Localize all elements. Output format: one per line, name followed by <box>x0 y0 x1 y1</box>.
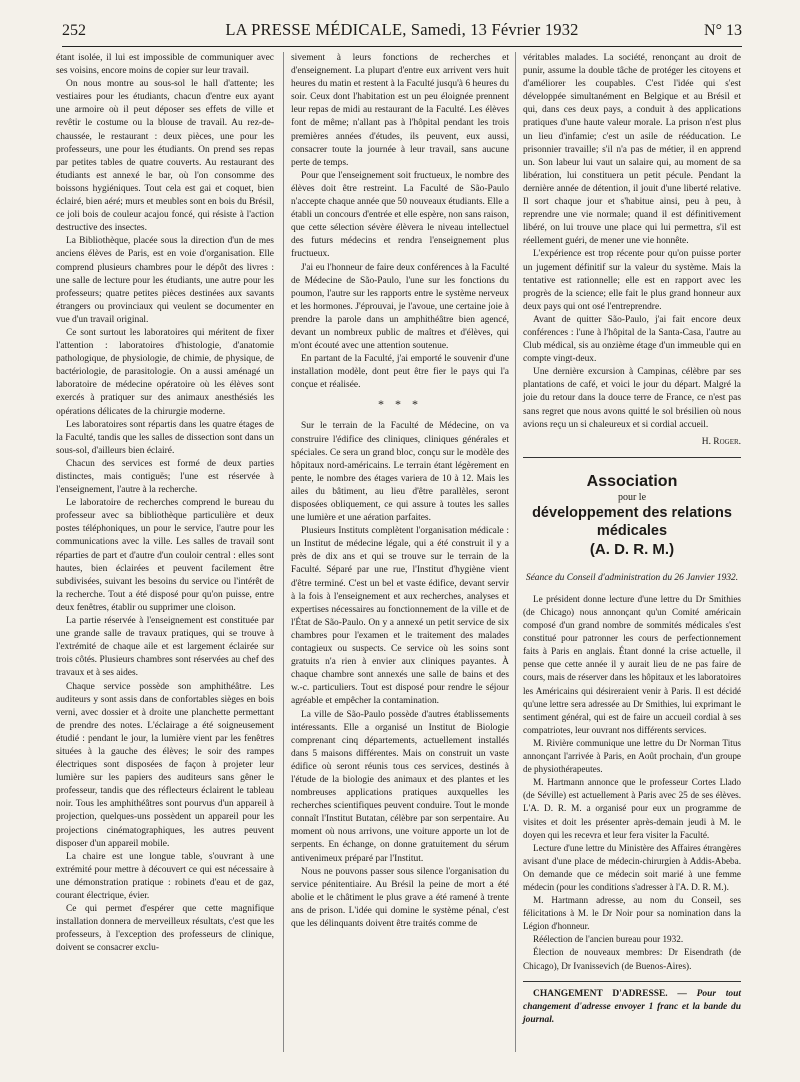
paragraph: La ville de São-Paulo possède d'autres établissements intéressants. Elle a organisé un Institut de Biologie comprenant cinq départements, actuellement installés dans 5 maisons différentes. Mais on construit un vaste édifice où seront réunis tous ces services, destinés à l'étude de la biologie des animaux et des plantes et les nombreuses applications pratiques auxquelles les recherches scientifiques peuvent conduire. Tout le monde connaît l'Institut Butatan, célèbre par son serpentaire. Au moment où nous arrivons, une voiture apporte un lot de serpents. En échange, on donne gratuitement du sérum antivenimeux préparé par l'Institut. <box>291 709 509 864</box>
paragraph: Lecture d'une lettre du Ministère des Affaires étrangères avisant d'une place de médecin-chirurgien à Addis-Abeba. On demande que ce médecin soit marié à une femme médecin (pour les conditions s'adresser à l'A. D. R. M.). <box>523 842 741 892</box>
column-3 <box>523 52 741 1027</box>
paragraph: Le laboratoire de recherches comprend le bureau du professeur avec sa bibliothèque particulière et deux postes téléphoniques, un pour le service, l'autre pour les communications avec la ville. Les salles de travail sont réparties de part et d'autre d'un couloir central : elles sont hautes, bien éclairées et peuvent facilement être subdivisées, suivant les besoins du service ou l'intérêt de la recherche. Tout a été disposé pour qu'on puisse, entre deux fenêtres, établir ou supprimer une cloison. <box>56 498 274 613</box>
paragraph: En partant de la Faculté, j'ai emporté le souvenir d'une installation modèle, dont peut être fier le pays qui l'a conçue et réalisée. <box>291 354 509 391</box>
paragraph: Chaque service possède son amphithéâtre. Les auditeurs y sont assis dans de confortables sièges en bois verni, avec dossier et à droite une planchette permettant de prendre des notes. L'éclairage a été soigneusement étudié : pendant le jour, la lumière vient par les fenêtres situées à la gauche des élèves; le soir des rampes électriques sont disposées de façon à projeter leur lumière sur les papiers des auditeurs sans gêner le professeur, tandis que des réflecteurs éclairent le tableau noir. Tous les amphithéâtres sont pourvus d'un appareil à projection, quelques-uns possèdent un appareil pour les projections cinématographiques, les autres peuvent disposer d'un appareil mobile. <box>56 681 274 849</box>
page-header <box>62 20 742 47</box>
association-subheading: pour le <box>617 491 647 503</box>
association-heading: Association <box>586 472 678 490</box>
paragraph: La chaire est une longue table, s'ouvrant à une extrémité pour mettre à découvert ce qui est nécessaire à une démonstration pratique : robinets d'eau et de gaz, courant électrique, évier. <box>56 851 274 901</box>
paragraph: Une dernière excursion à Campinas, célèbre par ses plantations de café, et voici le jour du départ. Malgré la joie du retour dans la douce terre de France, ce n'est pas sans regret que nous avons quitté le sol brésilien où nous avions reçu un si chaleureux et si cordial accueil. <box>523 367 741 430</box>
notice-lead: CHANGEMENT D'ADRESSE. — <box>533 988 687 999</box>
paragraph: Ce sont surtout les laboratoires qui méritent de fixer l'attention : laboratoires d'histologie, d'anatomie pathologique, de physiologie, de chimie, de physique, de bactériologie, de parasitologie. On a aussi aménagé un laboratoire de médecine opératoire où les élèves sont exercés à pratiquer sur des animaux anesthésiés les opérations délicates de la chirurgie moderne. <box>56 327 274 417</box>
column-2 <box>291 52 509 931</box>
address-change-notice <box>523 988 741 1027</box>
paragraph: étant isolée, il lui est impossible de communiquer avec ses voisins, encore moins de copier sur leur travail. <box>56 53 274 77</box>
masthead-title: LA PRESSE MÉDICALE, Samedi, 13 Février 1932 <box>225 20 579 39</box>
paragraph: Plusieurs Instituts complètent l'organisation médicale : un Institut de médecine légale, qui a été construit il y a près de dix ans et qui se trouve sur le terrain de la Faculté. Séparé par une rue, l'Institut d'hygiène vient d'être terminé. C'est un bel et vaste édifice, devant servir à la fois à l'enseignement et aux recherches, analyses et expertises nécessaires au fonctionnement de la ville et de l'État de São-Paulo. On y a annexé un petit service de six chambres pour l'examen et le traitement des malades contagieux ou suspects. Ce service où les soins sont gratuits n'a rien à envier aux cliniques payantes. À chaque chambre sont annexés une salle de bains et des w.-c. particuliers. Tout est disposé pour rendre le séjour agréable et empêcher la contamination. <box>291 526 509 707</box>
section-rule <box>523 457 741 458</box>
paragraph: Élection de nouveaux membres: Dr Eisendrath (de Chicago), Dr Ivanissevich (de Buenos-Aires). <box>523 947 741 971</box>
paragraph: véritables malades. La société, renonçant au droit de punir, assume la double tâche de protéger les citoyens et d'améliorer les coupables. C'est l'idée qui s'est développée simultanément en Belgique et au Brésil et qui, dans ces deux pays, a conduit à des applications pratiques d'une haute valeur morale. La prison n'est plus un lieu d'infamie; c'est un asile de rééducation. Le prisonnier travaille; s'il n'a pas de métier, il en apprend un. Son labeur lui vaut un salaire qui, au moment de sa libération, lui constituera un petit pécule. Pendant la dernière année de détention, il jouit d'une liberté relative. Il sort chaque jour et s'habitue ainsi, peu à peu, à reprendre une vie normale; quand il est définitivement libéré, on lui trouve une place qui lui permettra, s'il est réellement guéri, de mener une vie honnête. <box>523 53 741 247</box>
column-divider <box>283 52 284 1052</box>
paragraph: M. Hartmann annonce que le professeur Cortes Llado (de Séville) est actuellement à Paris avec 25 de ses élèves. L'A. D. R. M. a organisé pour eux un programme de visites et doit les présenter après-demain jeudi à M. le doyen qui les recevra et leur fera visiter la Faculté. <box>523 777 741 840</box>
paragraph: Les laboratoires sont répartis dans les quatre étages de la Faculté, tandis que les salles de dissection sont dans un sous-sol, d'ailleurs bien éclairé. <box>56 419 274 456</box>
paragraph: On nous montre au sous-sol le hall d'attente; les vestiaires pour les étudiants, chacun d'entre eux ayant une armoire où il peut déposer ses effets de ville et revêtir le costume ou la blouse de travail. Au rez-de-chaussée, le restaurant : deux pièces, une pour les professeurs, une pour les étudiants. On prend ses repas par petites tables de quatre couverts. Au restaurant des étudiants est annexé le bar, où l'on consomme des boissons hygiéniques. Tout cela est gai et coquet, bien éclairé, bien aéré; murs et meubles sont en bois du Brésil, ce joli bois de couleur acajou foncé, qui résiste à l'action destructive des insectes. <box>56 79 274 234</box>
paragraph: Réélection de l'ancien bureau pour 1932. <box>533 934 684 945</box>
meeting-caption: Séance du Conseil d'administration du 26 Janvier 1932. <box>525 572 739 583</box>
paragraph: Le président donne lecture d'une lettre du Dr Smithies (de Chicago) nous annonçant qu'un Comité américain composé d'un grand nombre de sommités médicales s'est constitué pour patronner les cours de perfectionnement faits à Paris en anglais. Étant donné la crise actuelle, il pense que cette année il y aurait lieu de ne pas faire de cours, mais de réserver dans les hôpitaux et les laboratoires les Américains qui désireraient venir à Paris. Il est décidé qu'une lettre sera adressée au Dr Smithies, lui exprimant le sentiment général, qui est de faire un accueil cordial à ses compatriotes, leur ouvrant nos différents services. <box>523 593 741 735</box>
paragraph: sivement à leurs fonctions de recherches et d'enseignement. La plupart d'entre eux arrivent vers huit heures du matin et restent à la Faculté jusqu'à 6 heures du soir. Ceux dont l'habitation est un peu éloignée prennent leur repas de midi au restaurant de la Faculté. Les élèves font de même; n'allant pas à l'hôpital pendant les trois premières années d'études, ils peuvent, eux aussi, consacrer toute la journée à leur travail, sans aucune perte de temps. <box>291 53 509 168</box>
paragraph: M. Hartmann adresse, au nom du Conseil, ses félicitations à M. le Dr Noir pour sa nomination dans la Légion d'honneur. <box>523 895 741 932</box>
paragraph: Pour que l'enseignement soit fructueux, le nombre des élèves doit être restreint. La Faculté de São-Paulo n'accepte chaque année que 50 nouveaux étudiants. Elle a établi un concours d'entrée et elle espère, non sans raison, que cette sélection sévère élèvera le niveau intellectuel des futurs médecins et rendra l'enseignement plus fructueux. <box>291 170 509 260</box>
section-separator: * * * <box>378 397 422 412</box>
paragraph: La partie réservée à l'enseignement est constituée par une grande salle de travaux pratiques, qui se trouve à l'extrémité de chaque aile et est largement éclairée sur trois côtés. Plusieurs chambres sont réservées au chef des travaux et à ses aides. <box>56 616 274 679</box>
notice-text: Pour tout changement d'adresse envoyer 1 franc et la bande du journal. <box>523 988 741 1025</box>
issue-number: N° 13 <box>704 22 742 39</box>
page-number: 252 <box>62 22 86 39</box>
column-divider <box>515 52 516 1052</box>
section-rule <box>523 981 741 982</box>
meeting-minutes <box>523 593 741 973</box>
paragraph: J'ai eu l'honneur de faire deux conférences à la Faculté de Médecine de São-Paulo, l'une sur les fonctions du poumon, l'autre sur les rapports entre le système nerveux et les hormones. J'éprouvai, je l'avoue, une certaine joie à prendre la parole dans un amphithéâtre bien agencé, devant un nombreux public de maîtres et d'élèves, qui m'ont écouté avec une attention soutenue. <box>291 262 509 352</box>
association-title: développement des relations médicales <box>532 504 732 539</box>
paragraph: Ce qui permet d'espérer que cette magnifique installation donnera de merveilleux résultats, c'est que les professeurs, à l'exception des professeurs de clinique, doivent se consacrer exclu- <box>56 904 274 954</box>
paragraph: M. Rivière communique une lettre du Dr Norman Titus annonçant l'arrivée à Paris, en Août prochain, d'un groupe de physiothérapeutes. <box>523 737 741 775</box>
paragraph: La Bibliothèque, placée sous la direction d'un de mes anciens élèves de Paris, est en voie d'organisation. Elle comprend plusieurs chambres pour le dépôt des livres : une salle de lecture pour les étudiants, une autre pour les professeurs; quatre petites pièces destinées aux savants étrangers ou provinciaux qui veulent se documenter en vue d'un travail original. <box>56 236 274 325</box>
paragraph: Sur le terrain de la Faculté de Médecine, on va construire l'édifice des cliniques, cliniques générales et spéciales. Ce sera un grand bloc, conçu sur le modèle des hôpitaux nord-américains. Le terrain étant légèrement en pente, le nombre des étages variera de 10 à 12. Mais les ailes du bâtiment, au lieu d'être parallèles, seront disposées obliquement, ce qui assure à toutes les salles une lumière et une aération parfaites. <box>291 421 509 524</box>
author-signature: H. Roger. <box>701 436 741 447</box>
paragraph: Avant de quitter São-Paulo, j'ai fait encore deux conférences : l'une à l'hôpital de la Santa-Casa, l'autre au Club médical, sis au onzième étage d'un immeuble qui en compte vingt-deux. <box>523 314 741 365</box>
paragraph: L'expérience est trop récente pour qu'on puisse porter un jugement définitif sur la valeur du système. Mais la tentative est rationnelle; elle est en rapport avec les progrès de la science; elle fait le plus grand honneur aux deux pays qui ont osé l'entreprendre. <box>523 249 741 312</box>
paragraph: Nous ne pouvons passer sous silence l'organisation du service pénitentiaire. Au Brésil la peine de mort a été abolie et le châtiment le plus grave a été ramené à trente ans de prison. L'idée qui domine le système pénal, c'est que les délinquants doivent être traités comme de <box>291 866 509 929</box>
column-1 <box>56 52 274 955</box>
paragraph: Chacun des services est formé de deux parties distinctes, mais contiguës; l'une est réservée à l'enseignement, l'autre à la recherche. <box>56 458 274 496</box>
association-acronym: (A. D. R. M.) <box>589 540 675 558</box>
